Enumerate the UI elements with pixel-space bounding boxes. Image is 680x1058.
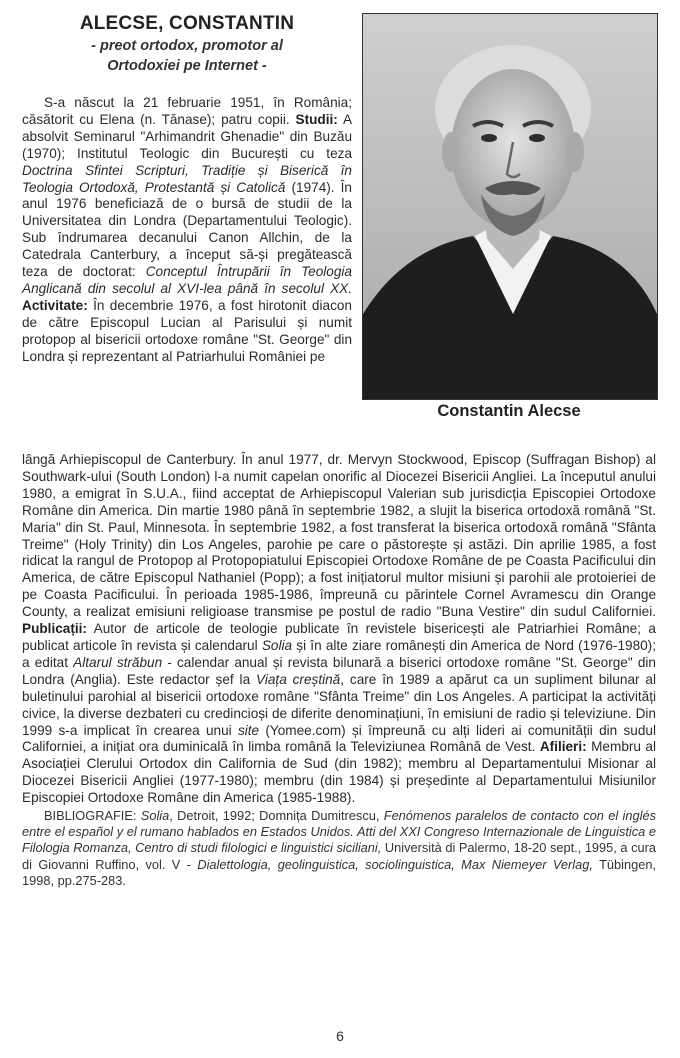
label-activitate: Activitate: — [22, 297, 88, 313]
thesis-title-2: Conceptul Întrupării în Teologia Anglicană din secolul al XVI-lea până în secolul XX. — [22, 264, 352, 296]
biblio-solia: Solia — [140, 808, 170, 824]
text-affiliations: Membru al Asociației Clerului Ortodox din California de Sud (din 1982); membru al Departamentului Misionar al Diocezei Bisericii Angliei (1977-1980); membru (din 1984) și președinte al Departamentului Misiunilor Episcopiei Ortodoxe Române din America (1985-1988). — [22, 739, 656, 806]
biblio-text-c: Università di Palermo, 18-20 sept., 1995, a cura di Giovanni Ruffino, vol. V - — [22, 840, 656, 872]
text-pub-c: - calendar anual și revista bilunară a biserici ortodoxe române "St. George" din Londra (Anglia). Este redactor șef la — [22, 654, 656, 687]
word-site: site — [237, 722, 260, 738]
text-pub-d: , care în 1989 a apărut ca un supliment bilunar al buletinului parohial al bisericii ortodoxe române "Sfânta Treime" din Los Angeles. A participat la activități civice, la diverse dezbateri cu credincioși de diferite denominațiuni, în emisiuni de radio și televiziune. Din 1999 s-a implicat în crearea unui — [22, 671, 656, 738]
text-london: (1974). În anul 1976 beneficiază de o bursă de studii de la Universitatea din Londra (Departamentului Teologic). Sub îndrumarea decanului Canon Allchin, de la Catedrala Canterbury, a început să-și pregătească teza de doctorat: — [22, 179, 352, 280]
paragraph-career — [22, 452, 656, 807]
entry-subtitle-line2: Ortodoxiei pe Internet - — [107, 58, 267, 74]
body-full-width — [22, 452, 656, 889]
title-solia: Solia — [261, 637, 293, 653]
entry-header — [22, 12, 352, 75]
text-birth: S-a născut la 21 februarie 1951, în România; căsătorit cu Elena (n. Tănase); patru copii. — [22, 95, 352, 127]
thesis-title-1: Doctrina Sfintei Scripturi, Tradiție și Biserică în Teologia Ortodoxă, Protestantă și Catolică — [22, 162, 352, 195]
label-studii: Studii: — [295, 111, 338, 127]
photo-caption: Constantin Alecse — [437, 402, 581, 420]
entry-title: ALECSE, CONSTANTIN — [79, 13, 295, 34]
text-pub-e: (Yomee.com) și împreună cu alți lideri ai comunității din sudul Californiei, a inițiat ora duminicală în limba română la Televiziunea Română de Vest. — [22, 722, 657, 755]
text-pub-b: și în alte ziare românești din America de Nord (1976-1980); a editat — [22, 637, 656, 670]
biblio-text-b: , Detroit, 1992; Domnița Dumitrescu, — [169, 808, 384, 824]
portrait-image — [363, 14, 657, 399]
entry-subtitle-line1: - preot ortodox, promotor al — [91, 38, 283, 54]
page-number: 6 — [336, 1028, 344, 1044]
text-career: lângă Arhiepiscopul de Canterbury. În anul 1977, dr. Mervyn Stockwood, Episcop (Suffragan Bishop) al Southwark-ului (South London) l-a numit capelan onorific al Diocezei Bisericii Angliei. La începutul anului 1980, a emigrat în S.U.A., fiind acceptat de Arhiepiscopul Valerian sub jurisdicția Episcopiei Ortodoxe Române din America. Din martie 1980 până în septembrie 1982, a slujit la biserica ortodoxă română "St. Maria" din St. Paul, Minnesota. În septembrie 1982, a fost transferat la biserica ortodoxă română "Sfânta Treime" (Holy Trinity) din Los Angeles, parohie pe care o păstorește și astăzi. Din aprilie 1985, a fost ridicat la rangul de Protopop al Protopopiatului Episcopiei Ortodoxe Române de pe Coasta Pacificului din America, de către Episcopul Nathaniel (Popp); a fost inițiatorul multor misiuni și parohii ale protoieriei de pe Coasta Pacificului. În perioada 1985-1986, împreună cu părintele Cornel Avramescu din Orange County, a realizat emisiuni religioase transmise pe postul de radio "Buna Vestire" din sudul Californiei. — [22, 452, 656, 620]
text-activity-start: În decembrie 1976, a fost hirotonit diacon de către Episcopul Lucian al Parisului și numit protopop al bisericii ortodoxe române "St. George" din Londra și reprezentant al Patriarhului României pe — [22, 297, 352, 364]
biblio-italic-1: Fenómenos paralelos de contacto con el inglés entre el español y el rumano hablados en Estados Unidos. Atti del XXI Congreso Internazionale de Linguistica e Filologia Romanza, Centro di studi filologici e linguistici siciliani, — [22, 808, 656, 856]
portrait-photo — [362, 13, 658, 400]
biblio-text-d: Tübingen, 1998, pp.275-283. — [22, 856, 657, 888]
biblio-italic-2: Dialettologia, geolinguistica, sociolinguistica, Max Niemeyer Verlag, — [197, 856, 593, 872]
biblio-label: BIBLIOGRAFIE: — [44, 808, 141, 824]
text-pub-a: Autor de articole de teologie publicate în revistele bisericești ale Patriarhiei Române; a publicat articole în revista și calendarul — [22, 621, 656, 653]
bibliography — [22, 808, 656, 889]
label-afilieri: Afilieri: — [539, 739, 587, 755]
text-studies: A absolvit Seminarul "Arhimandrit Ghenadie" din Buzău (1970); Institutul Teologic din București cu teza — [22, 111, 353, 161]
title-altarul: Altarul străbun — [73, 654, 163, 670]
title-viata: Viața creștină — [256, 671, 341, 687]
label-publicatii: Publicații: — [22, 621, 87, 637]
paragraph-intro — [22, 95, 352, 366]
